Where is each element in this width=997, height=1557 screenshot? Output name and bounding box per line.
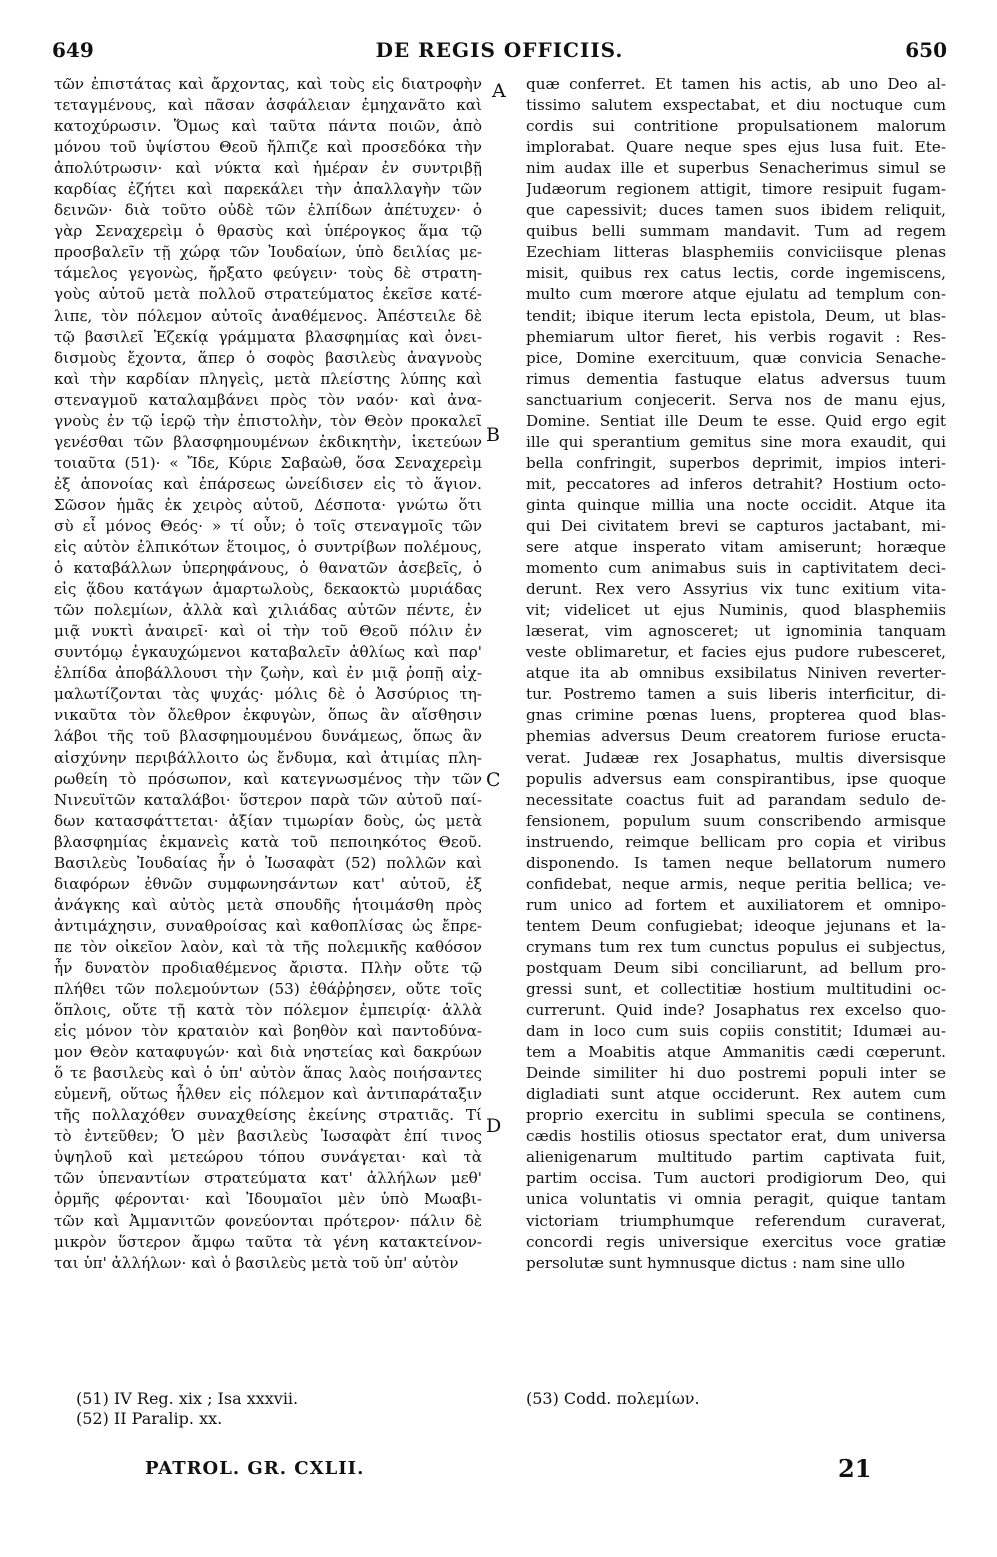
text-line: δεινῶν· διὰ τοῦτο οὐδὲ τῶν ἐλπίδων ἀπέτυχεν· ὁ	[54, 201, 482, 220]
text-line: rimus dementia fastuque elatus adversus tuum	[526, 369, 946, 388]
text-line: ὅπλοις, οὔτε τῇ κατὰ τὸν πόλεμον ἐμπειρίᾳ· ἀλλὰ	[54, 1001, 482, 1020]
text-line: rum unico ad fortem et auxiliatorem et omnipo-	[526, 895, 946, 914]
text-line: γνοὺς ἐν τῷ ἱερῷ τὴν ἐπιστολὴν, τὸν Θεὸν προκαλεῖ	[54, 411, 482, 430]
text-line: γὰρ Σεναχερεὶμ ὁ θρασὺς καὶ ὑπέρογκος ἅμα τῷ	[54, 222, 482, 241]
signature-mark: 21	[838, 1454, 872, 1483]
text-line: εἰς αὐτὸν ἐλπικότων ἕτοιμος, ὁ συντρίβων πολέμους,	[54, 538, 482, 557]
text-line: μόνου τοῦ ὑψίστου Θεοῦ ἤλπιζε καὶ προσεδόκα τὴν	[54, 138, 482, 157]
text-line: πλήθει τῶν πολεμούντων (53) ἐθάῤῥησεν, οὔτε τοῖς	[54, 980, 482, 999]
text-line: Deinde similiter hi duo postremi populi inter se	[526, 1064, 946, 1083]
text-line: ἀνάγκης καὶ αὐτὸς μετὰ σπουδῆς ἡτοιμάσθη πρὸς	[54, 895, 482, 914]
text-line: γενέσθαι τῶν βλασφημουμένων ἐκδικητὴν, ἱκετεύων	[54, 432, 482, 451]
text-line: δων κατασφάττεται· ἀξίαν τιμωρίαν δοὺς, ὡς μετὰ	[54, 811, 482, 830]
text-line: τεταγμένους, καὶ πᾶσαν ἀσφάλειαν ἐμηχανᾶτο καὶ	[54, 96, 482, 115]
text-line: ille qui sperantium gemitus sine mora exaudit, qui	[526, 432, 946, 451]
text-line: συντόμῳ ἐγκαυχώμενοι καταβαλεῖν ἀθλίως καὶ παρ'	[54, 643, 482, 662]
text-line: misit, quibus rex catus lectis, corde ingemiscens,	[526, 264, 946, 283]
text-line: cordis sui contritione propulsationem malorum	[526, 117, 946, 136]
right-page-number: 650	[905, 38, 947, 62]
text-line: sere atque insperato vitam amiserunt; horæque	[526, 538, 946, 557]
text-line: partim occisa. Tum auctori prodigiorum Deo, qui	[526, 1169, 946, 1188]
text-line: qui Dei civitatem brevi se capturos jactabant, mi-	[526, 516, 946, 535]
text-line: tendit; ibique iterum lecta epistola, Deum, ut blas-	[526, 306, 946, 325]
text-line: τοιαῦτα (51)· « Ἴδε, Κύριε Σαβαὼθ, ὅσα Σεναχερεὶμ	[54, 453, 482, 472]
text-line: νικαῦτα τὸν ὄλεθρον ἐκφυγὼν, ὅπως ἂν αἴσθησιν	[54, 706, 482, 725]
text-line: tem a Moabitis atque Ammanitis cædi cœperunt.	[526, 1043, 946, 1062]
text-line: καὶ τὴν καρδίαν πληγεὶς, μετὰ πλείστης λύπης καὶ	[54, 369, 482, 388]
text-line: μαλωτίζονται τὰς ψυχάς· μόλις δὲ ὁ Ἀσσύριος τη-	[54, 685, 482, 704]
text-line: βλασφημίας ἐκμανεὶς κατὰ τοῦ πεποιηκότος Θεοῦ.	[54, 832, 482, 851]
text-line: fensionem, populum suum conscribendo armisque	[526, 811, 946, 830]
text-line: bella confringit, superbos deprimit, impios interi-	[526, 453, 946, 472]
text-line: disponendo. Is tamen neque bellatorum numero	[526, 853, 946, 872]
text-line: implorabat. Quare neque spes ejus lusa fuit. Ete-	[526, 138, 946, 157]
footnote-51: (51) IV Reg. xix ; Isa xxxvii.	[76, 1389, 299, 1408]
greek-column	[54, 74, 482, 1274]
text-line: προσβαλεῖν τῇ χώρᾳ τῶν Ἰουδαίων, ὑπὸ δειλίας με-	[54, 243, 482, 262]
text-line: confidebat, neque armis, neque peritia bellica; ve-	[526, 874, 946, 893]
text-line: currerunt. Quid inde? Josaphatus rex excelso quo-	[526, 1001, 946, 1020]
text-line: ἀντιμάχησιν, συναθροίσας καὶ καθοπλίσας ὡς ἔπρε-	[54, 916, 482, 935]
text-line: nim audax ille et superbus Senacherimus simul se	[526, 159, 946, 178]
text-line: Judæorum regionem attigit, timore resipuit fugam-	[526, 180, 946, 199]
text-line: τῆς πολλαχόθεν συναχθείσης ἐκείνης στρατιᾶς. Τί	[54, 1106, 482, 1125]
text-line: tur. Postremo tamen a suis liberis interficitur, di-	[526, 685, 946, 704]
text-line: αἰσχύνην περιβάλλοιτο ὡς ἔνδυμα, καὶ ἀτιμίας πλη-	[54, 748, 482, 767]
latin-column	[526, 74, 946, 1274]
margin-marker-b: B	[486, 424, 500, 446]
text-line: Domine. Sentiat ille Deum te esse. Quid ergo egit	[526, 411, 946, 430]
text-line: καρδίας ἐζήτει καὶ παρεκάλει τὴν ἀπαλλαγὴν τῶν	[54, 180, 482, 199]
text-line: instruendo, reimque bellicam pro copia et viribus	[526, 832, 946, 851]
text-line: Βασιλεὺς Ἰουδαίας ἦν ὁ Ἰωσαφὰτ (52) πολλῶν καὶ	[54, 853, 482, 872]
text-line: διαφόρων ἐθνῶν συμφωνησάντων κατ' αὐτοῦ, ἐξ	[54, 874, 482, 893]
text-line: ἐλπίδα ἀποβάλλουσι τὴν ζωὴν, καὶ ἐν μιᾷ ῥοπῇ αἰχ-	[54, 664, 482, 683]
text-line: Ezechiam litteras blasphemiis conviciisque plenas	[526, 243, 946, 262]
text-line: ρωθείη τὸ πρόσωπον, καὶ κατεγνωσμένος τὴν τῶν	[54, 769, 482, 788]
text-line: ἦν δυνατὸν προδιαθέμενος ἄριστα. Πλὴν οὔτε τῷ	[54, 958, 482, 977]
text-line: ὁ καταβάλλων ὑπερηφάνους, ὁ θανατῶν ἀσεβεῖς, ὁ	[54, 559, 482, 578]
running-header	[52, 38, 947, 68]
text-line: Σῶσον ἡμᾶς ἐκ χειρὸς αὐτοῦ, Δέσποτα· γνώτω ὅτι	[54, 495, 482, 514]
text-line: tissimo salutem exspectabat, et diu noctuque cum	[526, 96, 946, 115]
text-line: unica voluntatis vi omnia peragit, quique tantam	[526, 1190, 946, 1209]
text-line: persolutæ sunt hymnusque dictus : nam sine ullo	[526, 1253, 905, 1272]
text-line: mit, peccatores ad inferos detrahit? Hostium octo-	[526, 474, 946, 493]
text-line: sanctuarium conjecerit. Serva nos de manu ejus,	[526, 390, 946, 409]
text-line: que capessivit; duces tamen suos ibidem reliquit,	[526, 201, 946, 220]
text-line: proprio exercitu in sublimi specula se continens,	[526, 1106, 946, 1125]
text-line: necessitate coactus fuit ad parandam sedulo de-	[526, 790, 946, 809]
text-line: vit; videlicet ut ejus Numinis, quod blasphemiis	[526, 601, 946, 620]
text-line: derunt. Rex vero Assyrius vix tunc exitium vita-	[526, 580, 946, 599]
text-line: ἀπολύτρωσιν· καὶ νύκτα καὶ ἡμέραν ἐν συντριβῇ	[54, 159, 482, 178]
text-line: quibus belli summam mandavit. Tum ad regem	[526, 222, 946, 241]
text-line: verat. Judææ rex Josaphatus, multis diversisque	[526, 748, 946, 767]
running-title: DE REGIS OFFICIIS.	[375, 38, 624, 62]
text-line: τῶν πολεμίων, ἀλλὰ καὶ χιλιάδας αὐτῶν πέντε, ἐν	[54, 601, 482, 620]
text-line: εἰς μόνον τὸν κραταιὸν καὶ βοηθὸν καὶ παντοδύνα-	[54, 1022, 482, 1041]
text-line: multo cum mœrore atque ejulatu ad templum con-	[526, 285, 946, 304]
text-line: πε τὸν οἰκεῖον λαὸν, καὶ τὰ τῆς πολεμικῆς καθόσον	[54, 937, 482, 956]
footnote-52: (52) II Paralip. xx.	[76, 1409, 223, 1428]
text-line: postquam Deum sibi conciliarunt, ad bellum pro-	[526, 958, 946, 977]
left-page-number: 649	[52, 38, 94, 62]
margin-marker-c: C	[486, 769, 501, 791]
text-line: τῶν ἐπιστάτας καὶ ἄρχοντας, καὶ τοὺς εἰς διατροφὴν	[54, 75, 482, 93]
margin-marker-a: A	[492, 80, 506, 102]
text-line: μικρὸν ὕστερον ἄμφω ταῦτα τὰ γένη κατακτείνον-	[54, 1232, 482, 1251]
text-line: Νινευϊτῶν καταλάβοι· ὕστερον παρὰ τῶν αὐτοῦ παί-	[54, 790, 482, 809]
margin-marker-d: D	[486, 1115, 502, 1137]
text-line: τῷ βασιλεῖ Ἐζεκίᾳ γράμματα βλασφημίας καὶ ὀνει-	[54, 327, 482, 346]
text-line: στεναγμοῦ καταλαμβάνει πρὸς τὸν ναόν· καὶ ἀνα-	[54, 390, 482, 409]
text-line: τῶν καὶ Ἀμμανιτῶν φονεύονται πρότερον· πάλιν δὲ	[54, 1211, 482, 1230]
text-line: τάμελος γεγονὼς, ἤρξατο φεύγειν· τοὺς δὲ στρατη-	[54, 264, 482, 283]
text-line: εἰς ᾅδου κατάγων ἁμαρτωλοὺς, δεκαοκτὼ μυριάδας	[54, 580, 482, 599]
footnote-53: (53) Codd. πολεμίων.	[526, 1389, 700, 1408]
text-line: gnas crimine pœnas luens, propterea quod blas-	[526, 706, 946, 725]
text-line: ἐξ ἀπονοίας καὶ ἐπάρσεως ὠνείδισεν εἰς τὸ ἅγιον.	[54, 474, 482, 493]
text-line: quæ conferret. Et tamen his actis, ab uno Deo al-	[526, 75, 946, 93]
text-line: γοὺς αὐτοῦ μετὰ πολλοῦ στρατεύματος ἐκεῖσε κατέ-	[54, 285, 482, 304]
text-line: tentem Deum confugiebat; ideoque jejunans et la-	[526, 916, 946, 935]
text-line: σὺ εἶ μόνος Θεός· » τί οὖν; ὁ τοῖς στεναγμοῖς τῶν	[54, 516, 482, 535]
text-line: μιᾷ νυκτὶ ἀναιρεῖ· καὶ οἱ τὴν τοῦ Θεοῦ πόλιν ἐν	[54, 622, 482, 641]
text-line: λιπε, τὸν πόλεμον αὐτοῖς ἀναθέμενος. Ἀπέστειλε δὲ	[54, 306, 482, 325]
text-line: atque ita ab omnibus exsibilatus Niniven reverter-	[526, 664, 946, 683]
text-line: concordi regis universique exercitus voce gratiæ	[526, 1232, 946, 1251]
text-line: τῶν ὑπεναντίων στρατεύματα κατ' ἀλλήλων μεθ'	[54, 1169, 482, 1188]
text-line: alienigenarum multitudo partim captivata fuit,	[526, 1148, 946, 1167]
text-line: ginta quinque millia una nocte occidit. Atque ita	[526, 495, 946, 514]
text-line: δισμοὺς ἔχοντα, ἅπερ ὁ σοφὸς βασιλεὺς ἀναγνοὺς	[54, 348, 482, 367]
text-line: εὐμενῆ, οὕτως ἦλθεν εἰς πόλεμον καὶ ἀντιπαράταξιν	[54, 1085, 482, 1104]
text-line: phemiarum ultor fieret, his verbis rogavit : Res-	[526, 327, 946, 346]
text-line: μον Θεὸν καταφυγών· καὶ διὰ νηστείας καὶ δακρύων	[54, 1043, 482, 1062]
text-line: ται ὑπ' ἀλλήλων· καὶ ὁ βασιλεὺς μετὰ τοῦ ὑπ' αὐτὸν	[54, 1253, 459, 1272]
series-footer: PATROL. GR. CXLII.	[145, 1458, 365, 1479]
text-line: ὑψηλοῦ καὶ μετεώρου τόπου συνάγεται· καὶ τὰ	[54, 1148, 482, 1167]
text-line: gressi sunt, et collectitiæ hostium multitudini oc-	[526, 980, 946, 999]
text-line: momento cum animabus suis in captivitatem deci-	[526, 559, 946, 578]
text-line: τὸ ἐντεῦθεν; Ὁ μὲν βασιλεὺς Ἰωσαφὰτ ἐπί τινος	[54, 1127, 482, 1146]
text-line: ὅ τε βασιλεὺς καὶ ὁ ὑπ' αὐτὸν ἅπας λαὸς ποιήσαντες	[54, 1064, 482, 1083]
text-line: victoriam triumphumque referendum curaverat,	[526, 1211, 946, 1230]
text-line: veste oblimaretur, et facies ejus pudore rubesceret,	[526, 643, 946, 662]
text-line: phemias adversus Deum creatorem furiose eructa-	[526, 727, 946, 746]
text-line: læserat, vim agnosceret; ut ignominia tanquam	[526, 622, 946, 641]
text-line: ὁρμῆς φέρονται· καὶ Ἰδουμαῖοι μὲν ὑπὸ Μωαβι-	[54, 1190, 482, 1209]
text-line: cædis hostilis otiosus spectator erat, dum universa	[526, 1127, 946, 1146]
text-line: dam in loco cum suis copiis constitit; Idumæi au-	[526, 1022, 946, 1041]
text-line: λάβοι τῆς τοῦ βλασφημουμένου δυνάμεως, ὅπως ἂν	[54, 727, 482, 746]
text-line: crymans tum rex tum cunctus populus ei subjectus,	[526, 937, 946, 956]
text-line: digladiati sunt atque occiderunt. Rex autem cum	[526, 1085, 946, 1104]
text-line: κατοχύρωσιν. Ὅμως καὶ ταῦτα πάντα ποιῶν, ἀπὸ	[54, 117, 482, 136]
text-line: populis adversus eam conspirantibus, ipse quoque	[526, 769, 946, 788]
text-line: pice, Domine exercituum, quæ convicia Senache-	[526, 348, 946, 367]
